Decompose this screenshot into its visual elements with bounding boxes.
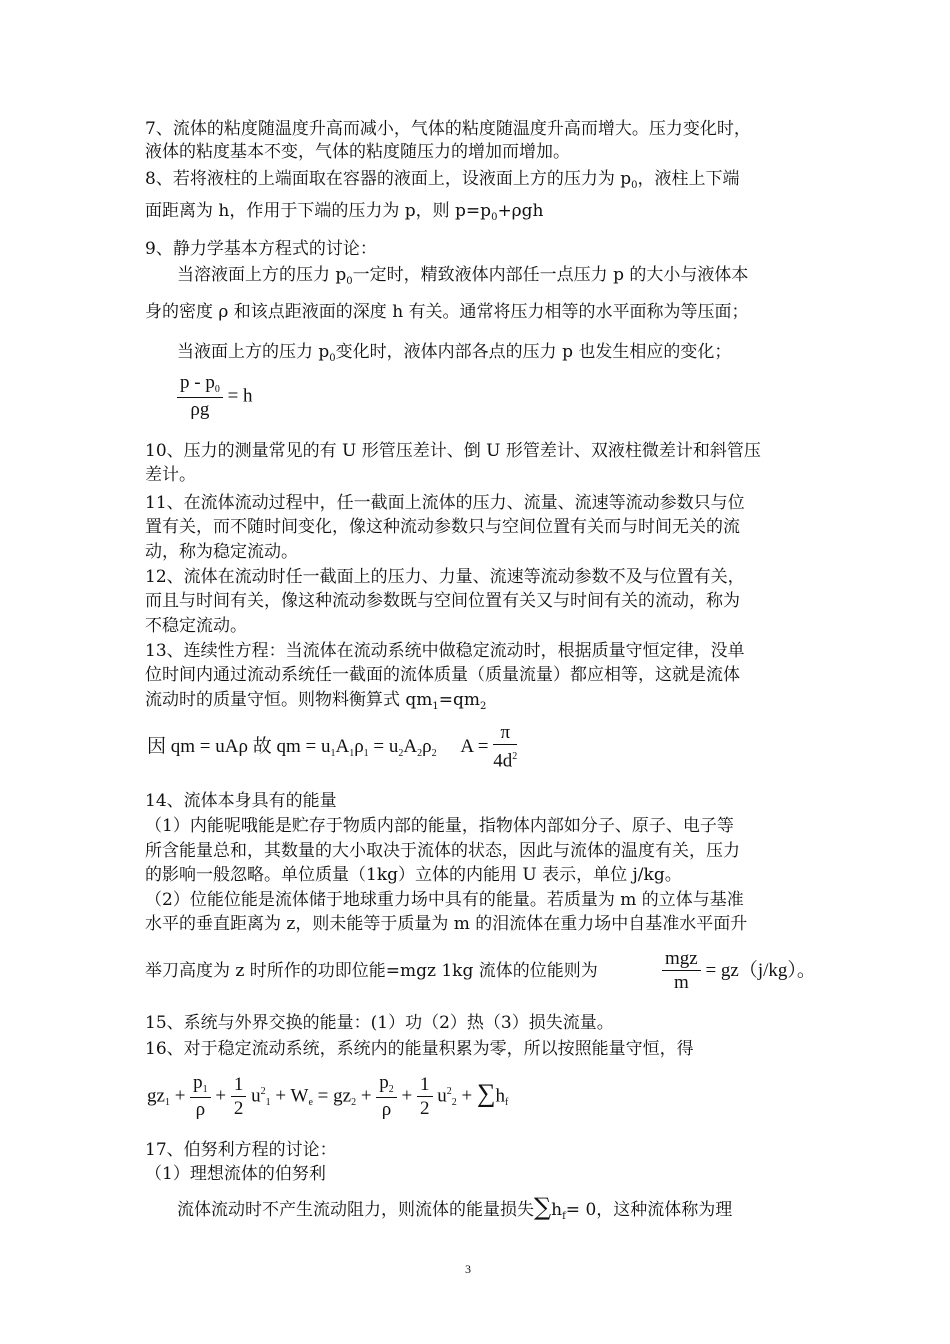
potential-fraction: $\frac{\text{mgz}}{m}$ xyxy=(662,948,701,995)
item-14-1-line-1: （1）内能呢哦能是贮存于物质内部的能量，指物体内部如分子、原子、电子等 xyxy=(145,816,734,836)
item-10-line-1: 10、压力的测量常见的有 U 形管压差计、倒 U 形管差计、双液柱微差计和斜管压 xyxy=(145,441,761,461)
page-number: 3 xyxy=(465,1262,471,1276)
item-12-line-3: 不稳定流动。 xyxy=(145,616,247,636)
bernoulli-equation: $gz_1$ + $\frac{p_1}{\rho}$ + $\frac{1}{2}$ $u^2_1 + W_e = gz_2$ + $\frac{p_2}{\rho}$ + $\frac{1}{2}$ $u^2_2 + \sum h_f$ xyxy=(147,1072,509,1120)
item-8-line-2: 面距离为 h，作用于下端的压力为 p，则 $p=p_0+\rho gh$ xyxy=(145,201,544,223)
item-7-line-1: 7、流体的粘度随温度升高而减小，气体的粘度随温度升高而增大。压力变化时， xyxy=(145,119,751,139)
item-9-para-2: 当液面上方的压力 $p_0$变化时，液体内部各点的压力 p 也发生相应的变化； xyxy=(177,342,732,364)
item-14-2-line-1: （2）位能位能是流体储于地球重力场中具有的能量。若质量为 m 的立体与基准 xyxy=(145,890,744,910)
item-13-line-2: 位时间内通过流动系统任一截面的流体质量（质量流量）都应相等，这就是流体 xyxy=(145,665,740,685)
potential-energy-equation: $\frac{\text{mgz}}{m}$ = gz（j/kg）。 xyxy=(662,948,816,995)
item-13-line-1: 13、连续性方程：当流体在流动系统中做稳定流动时，根据质量守恒定律，没单 xyxy=(145,641,745,661)
item-7-line-2: 液体的粘度基本不变，气体的粘度随压力的增加而增加。 xyxy=(145,142,570,162)
item-14-1-line-2: 所含能量总和，其数量的大小取决于流体的状态，因此与流体的温度有关，压力 xyxy=(145,841,740,861)
pressure-term-2: $\frac{p_2}{\rho}$ xyxy=(376,1072,397,1122)
item-9-para-1-line-2: 身的密度 ρ 和该点距液面的深度 h 有关。通常将压力相等的水平面称为等压面； xyxy=(145,302,749,322)
item-13-line-3: 流动时的质量守恒。则物料衡算式 $qm_1=qm_2$ xyxy=(145,690,487,712)
item-11-line-2: 置有关，而不随时间变化，像这种流动参数只与空间位置有关而与时间无关的流 xyxy=(145,517,740,537)
item-17-1-line-1: 流体流动时不产生流动阻力，则流体的能量损失$\sum h_f= 0$，这种流体称为理 xyxy=(177,1193,733,1222)
item-11-line-1: 11、在流体流动过程中，任一截面上流体的压力、流量、流速等流动参数只与位 xyxy=(145,493,745,513)
item-15: 15、系统与外界交换的能量：(1）功（2）热（3）损失流量。 xyxy=(145,1013,614,1033)
hydrostatic-fraction: $\frac{p - p_0}{\rho g}$ xyxy=(177,372,223,422)
item-8-line-1: 8、若将液柱的上端面取在容器的液面上，设液面上方的压力为 $p_0$，液柱上下端 xyxy=(145,169,740,191)
item-14-2-line-2: 水平的垂直距离为 z，则未能等于质量为 m 的泪流体在重力场中自基准水平面升 xyxy=(145,914,748,934)
half-fraction-2: $\frac{1}{2}$ xyxy=(417,1074,433,1121)
item-9-heading: 9、静力学基本方程式的讨论： xyxy=(145,239,377,259)
item-14-heading: 14、流体本身具有的能量 xyxy=(145,791,337,811)
half-fraction-1: $\frac{1}{2}$ xyxy=(231,1074,247,1121)
item-12-line-1: 12、流体在流动时任一截面上的压力、力量、流速等流动参数不及与位置有关， xyxy=(145,567,745,587)
item-17-heading: 17、伯努利方程的讨论： xyxy=(145,1140,337,1160)
item-12-line-2: 而且与时间有关，像这种流动参数既与空间位置有关又与时间有关的流动，称为 xyxy=(145,591,740,611)
item-14-1-line-3: 的影响一般忽略。单位质量（1kg）立体的内能用 U 表示，单位 j/kg。 xyxy=(145,865,682,885)
pressure-term-1: $\frac{p_1}{\rho}$ xyxy=(190,1072,211,1122)
hydrostatic-equation: $\frac{p - p_0}{\rho g}$ = h xyxy=(177,372,253,422)
item-14-2-line-3: 举刀高度为 z 时所作的功即位能=mgz 1kg 流体的位能则为 xyxy=(145,961,598,981)
item-11-line-3: 动，称为稳定流动。 xyxy=(145,542,298,562)
item-17-1-heading: （1）理想流体的伯努利 xyxy=(145,1164,326,1184)
continuity-equation: 因 qm = uAρ 故 qm = $u_1A_1\rho_1 = u_2A_2\rho_2$ A = $\frac{\pi}{4d^2}$ xyxy=(147,722,518,772)
item-10-line-2: 差计。 xyxy=(145,465,196,485)
area-fraction: $\frac{\pi}{4d^2}$ xyxy=(493,722,518,772)
item-16: 16、对于稳定流动系统，系统内的能量积累为零，所以按照能量守恒，得 xyxy=(145,1039,694,1059)
item-9-para-1-line-1: 当溶液面上方的压力 $p_0$一定时，精致液体内部任一点压力 p 的大小与液体本 xyxy=(177,265,749,287)
